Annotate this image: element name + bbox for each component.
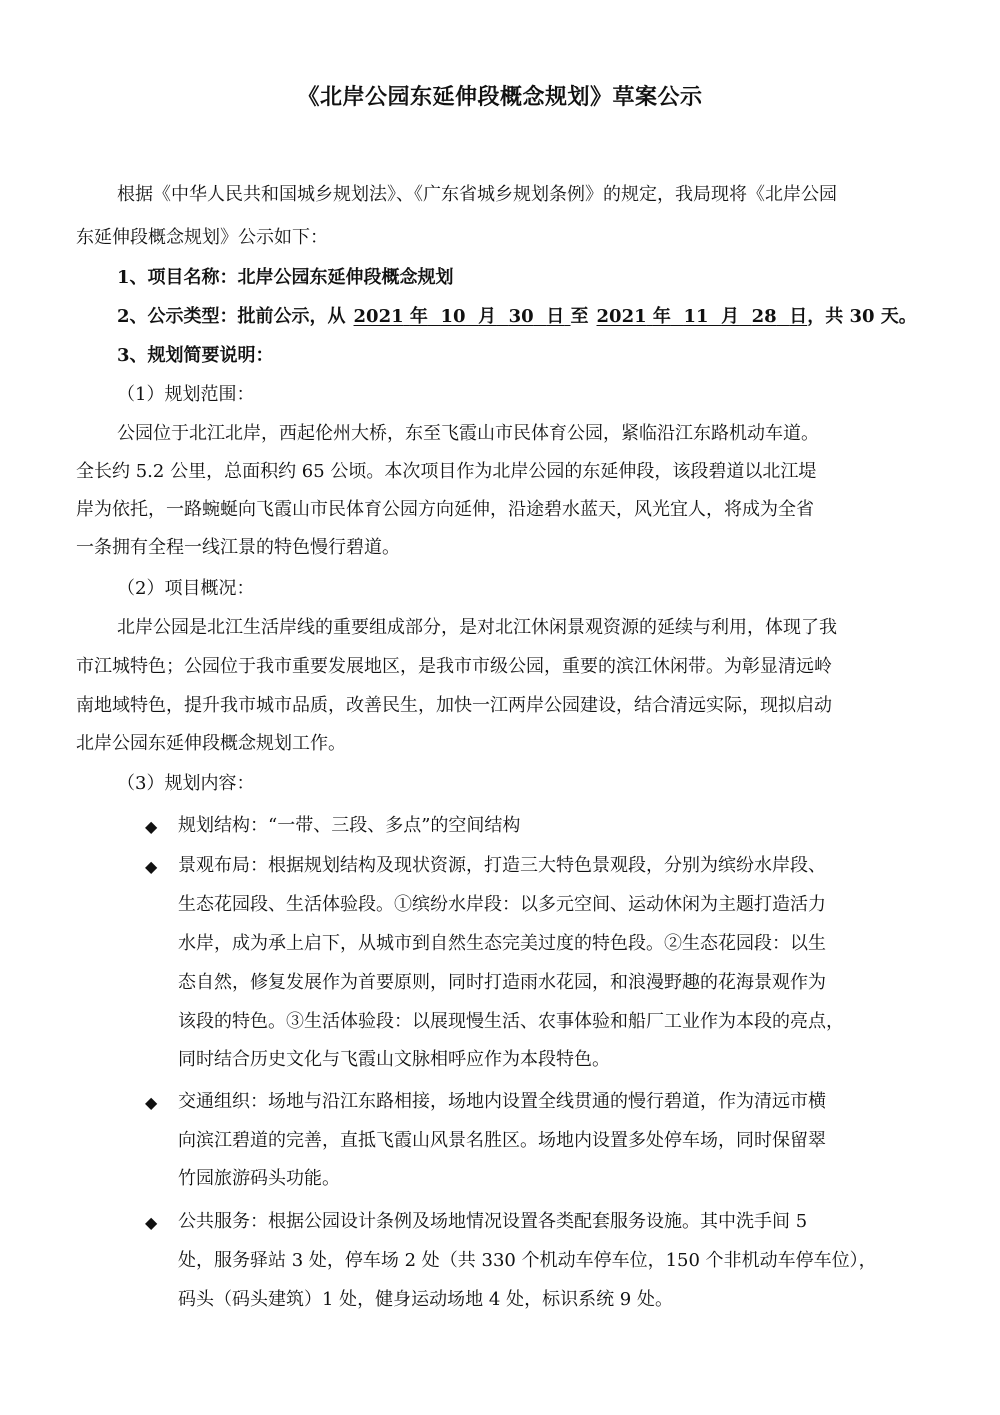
start-day: 30 (508, 306, 534, 327)
start-year: 2021 (353, 306, 404, 327)
sec3-bullet3-line: 竹园旅游码头功能。 (178, 1168, 340, 1189)
diamond-bullet-icon: ◆ (145, 1213, 158, 1232)
sec3-bullet2-line: 水岸，成为承上启下，从城市到自然生态完美过度的特色段。②生态花园段：以生 (178, 933, 826, 954)
sec2-heading: （2）项目概况： (117, 578, 255, 599)
page-title: 《北岸公园东延伸段概念规划》草案公示 (297, 84, 703, 110)
item1-label: 1、项目名称： (117, 267, 238, 288)
sec1-line: 全长约 5.2 公里，总面积约 65 公顷。本次项目作为北岸公园的东延伸段，该段碧道以北江堤 (76, 461, 817, 482)
item2-label: 2、公示类型： (117, 306, 238, 327)
diamond-bullet-icon: ◆ (145, 857, 158, 876)
end-year-unit: 年 (652, 306, 671, 327)
sec3-bullet4-line: 码头（码头建筑）1 处，健身运动场地 4 处，标识系统 9 处。 (178, 1289, 673, 1310)
intro-line-2: 东延伸段概念规划》公示如下： (76, 227, 328, 248)
end-day: 28 (751, 306, 777, 327)
item1-value: 北岸公园东延伸段概念规划 (237, 267, 454, 288)
sec3-bullet3-line: 交通组织：场地与沿江东路相接，场地内设置全线贯通的慢行碧道，作为清远市横 (178, 1091, 826, 1112)
item-plan-summary: 3、规划简要说明： (117, 345, 274, 366)
start-day-unit: 日 (546, 306, 565, 327)
sec1-line: 岸为依托，一路蜿蜒向飞霞山市民体育公园方向延伸，沿途碧水蓝天，风光宜人，将成为全省 (76, 499, 814, 520)
sec2-line: 北岸公园东延伸段概念规划工作。 (76, 733, 346, 754)
sec1-line: 公园位于北江北岸，西起伦州大桥，东至飞霞山市民体育公园，紧临沿江东路机动车道。 (117, 423, 819, 444)
item2-text: 批前公示，从 (237, 306, 346, 327)
end-month: 11 (683, 306, 709, 327)
sec3-bullet4-line: 公共服务：根据公园设计条例及场地情况设置各类配套服务设施。其中洗手间 5 (178, 1211, 808, 1232)
start-date (354, 306, 571, 327)
sec3-bullet4-line: 处，服务驿站 3 处，停车场 2 处（共 330 个机动车停车位，150 个非机动车停车位）， (178, 1250, 877, 1271)
date-to: 至 (570, 306, 589, 327)
end-day-unit: 日 (789, 306, 808, 327)
sec1-heading: （1）规划范围： (117, 384, 255, 405)
item2-tail: ，共 30 天。 (807, 306, 917, 327)
sec3-heading: （3）规划内容： (117, 773, 255, 794)
sec3-bullet2-line: 生态花园段、生活体验段。①缤纷水岸段：以多元空间、运动休闲为主题打造活力 (178, 894, 826, 915)
sec2-line: 市江城特色；公园位于我市重要发展地区，是我市市级公园，重要的滨江休闲带。为彰显清远岭 (76, 656, 832, 677)
start-year-unit: 年 (409, 306, 428, 327)
sec3-bullet2-line: 态自然，修复发展作为首要原则，同时打造雨水花园，和浪漫野趣的花海景观作为 (178, 972, 826, 993)
end-year: 2021 (596, 306, 647, 327)
sec2-line: 南地域特色，提升我市城市品质，改善民生，加快一江两岸公园建设，结合清远实际，现拟启动 (76, 695, 832, 716)
start-month: 10 (440, 306, 466, 327)
diamond-bullet-icon: ◆ (145, 817, 158, 836)
sec3-bullet2-line: 景观布局：根据规划结构及现状资源，打造三大特色景观段，分别为缤纷水岸段、 (178, 855, 826, 876)
sec3-bullet2-line: 同时结合历史文化与飞霞山文脉相呼应作为本段特色。 (178, 1049, 610, 1070)
intro-line-1: 根据《中华人民共和国城乡规划法》、《广东省城乡规划条例》的规定，我局现将《北岸公园 (117, 184, 837, 205)
item-notice-type (117, 304, 917, 330)
item-project-name (117, 265, 454, 291)
sec2-line: 北岸公园是北江生活岸线的重要组成部分，是对北江休闲景观资源的延续与利用，体现了我 (117, 617, 837, 638)
sec3-bullet1-line: 规划结构：“一带、三段、多点”的空间结构 (178, 815, 521, 836)
end-month-unit: 月 (721, 306, 740, 327)
start-month-unit: 月 (478, 306, 497, 327)
sec1-line: 一条拥有全程一线江景的特色慢行碧道。 (76, 537, 400, 558)
sec3-bullet3-line: 向滨江碧道的完善，直抵飞霞山风景名胜区。场地内设置多处停车场，同时保留翠 (178, 1130, 826, 1151)
sec3-bullet2-line: 该段的特色。③生活体验段：以展现慢生活、农事体验和船厂工业作为本段的亮点， (178, 1011, 844, 1032)
end-date (597, 306, 808, 327)
diamond-bullet-icon: ◆ (145, 1093, 158, 1112)
